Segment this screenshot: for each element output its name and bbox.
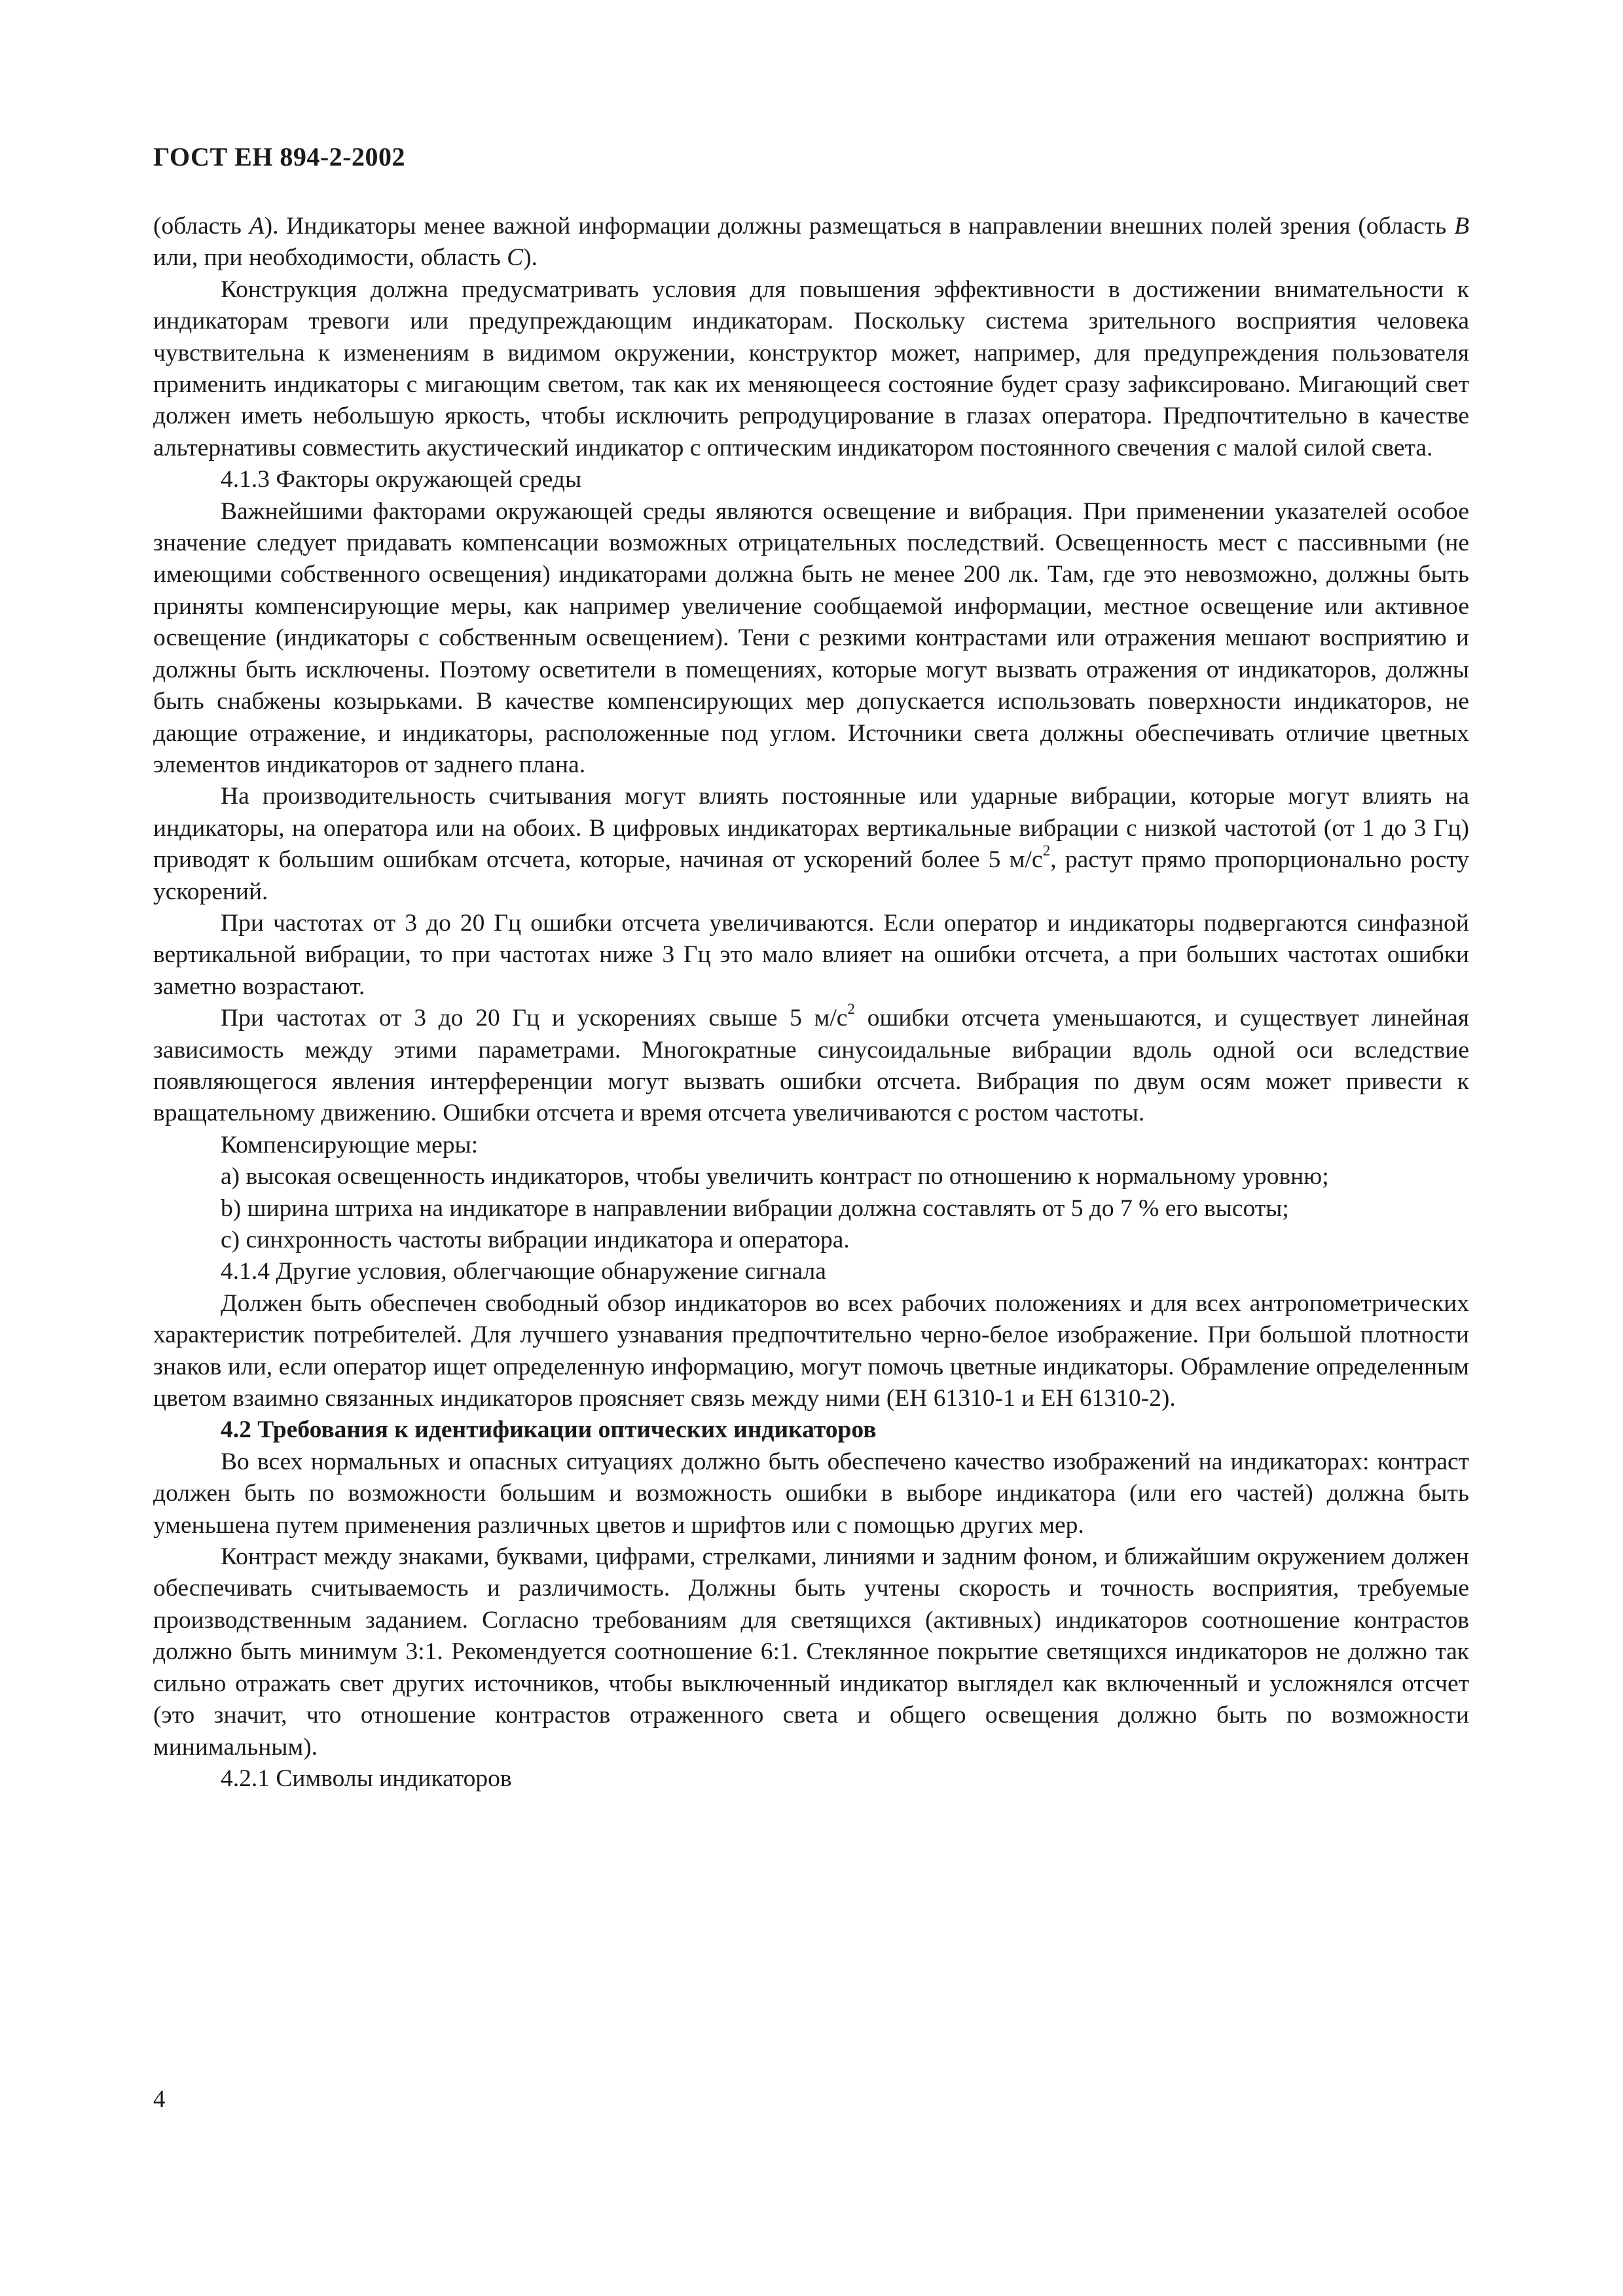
document-body: [153, 211, 1469, 1795]
list-item-a: а) высокая освещенность индикаторов, чтобы увеличить контраст по отношению к нормальному уровню;: [221, 1163, 1329, 1191]
document-header: ГОСТ ЕН 894-2-2002: [153, 142, 406, 171]
paragraph-contrast: Контраст между знаками, буквами, цифрами, стрелками, линиями и задним фоном, и ближайшим окружением должен обеспечивать считываемость и различимость. Должны быть учтены скорость и точность восприятия, требуемые производственным заданием. Согласно требованиям для светящихся (активных) индикаторов соотношение контрастов должно быть минимум 3:1. Рекомендуется соотношение 6:1. Стеклянное покрытие светящихся индикаторов не должно так сильно отражать свет других источников, чтобы выключенный индикатор выглядел как включенный и усложнялся отсчет (это значит, что отношение контрастов отраженного света и общего освещения должно быть по возможности минимальным).: [153, 1543, 1469, 1761]
paragraph-vibration-performance: На производительность считывания могут влиять постоянные или ударные вибрации, которые могут влиять на индикаторы, на оператора или на обоих. В цифровых индикаторах вертикальные вибрации с низкой частотой (от 1 до 3 Гц) приводят к большим ошибкам отсчета, которые, начиная от ускорений более 5 $м/с^2$, растут прямо пропорционально росту ускорений.: [153, 783, 1469, 905]
paragraph-design-attention: Конструкция должна предусматривать условия для повышения эффективности в достижении внимательности к индикаторам тревоги или предупреждающим индикаторам. Поскольку система зрительного восприятия человека чувствительна к изменениям в видимом окружении, конструктор может, например, для предупреждения пользователя применить индикаторы с мигающим светом, так как их меняющееся состояние будет сразу зафиксировано. Мигающий свет должен иметь небольшую яркость, чтобы исключить репродуцирование в глазах оператора. Предпочтительно в качестве альтернативы совместить акустический индикатор с оптическим индикатором постоянного свечения с малой силой света.: [153, 276, 1469, 461]
section-heading-4-1-4: 4.1.4 Другие условия, облегчающие обнаружение сигнала: [221, 1258, 826, 1285]
list-item-b: b) ширина штриха на индикаторе в направлении вибрации должна составлять от 5 до 7 % его высоты;: [221, 1194, 1289, 1222]
list-item-c: с) синхронность частоты вибрации индикатора и оператора.: [221, 1227, 850, 1253]
paragraph-free-view: Должен быть обеспечен свободный обзор индикаторов во всех рабочих положениях и для всех антропометрических характеристик потребителей. Для лучшего узнавания предпочтительно черно-белое изображение. При большой плотности знаков или, если оператор ищет определенную информацию, могут помочь цветные индикаторы. Обрамление определенным цветом взаимно связанных индикаторов проясняет связь между ними (ЕН 61310-1 и ЕН 61310-2).: [153, 1289, 1469, 1412]
paragraph-image-quality: Во всех нормальных и опасных ситуациях должно быть обеспечено качество изображений на индикаторах: контраст должен быть по возможности большим и возможность ошибки в выборе индикатора (или его частей) должна быть уменьшена путем применения различных цветов и шрифтов или с помощью других мер.: [153, 1448, 1469, 1539]
paragraph-frequency-3-20: При частотах от 3 до 20 Гц ошибки отсчета увеличиваются. Если оператор и индикаторы подвергаются синфазной вертикальной вибрации, то при частотах ниже 3 Гц это мало влияет на ошибки отсчета, а при больших частотах ошибки заметно возрастают.: [153, 909, 1469, 1000]
paragraph-compensating-measures: Компенсирующие меры:: [221, 1131, 479, 1158]
paragraph-acceleration: При частотах от 3 до 20 Гц и ускорениях свыше 5 $м/с^2$ ошибки отсчета уменьшаются, и существует линейная зависимость между этими параметрами. Многократные синусоидальные вибрации вдоль одной оси вследствие появляющегося явления интерференции могут вызвать ошибки отсчета. Вибрация по двум осям может привести к вращательному движению. Ошибки отсчета и время отсчета увеличиваются с ростом частоты.: [153, 1001, 1469, 1127]
section-heading-4-2: 4.2 Требования к идентификации оптических индикаторов: [221, 1416, 877, 1444]
section-heading-4-2-1: 4.2.1 Символы индикаторов: [221, 1765, 512, 1792]
paragraph-field-areas: (область А). Индикаторы менее важной информации должны размещаться в направлении внешних полей зрения (область В или, при необходимости, область С).: [153, 213, 1469, 272]
paragraph-environment-factors: Важнейшими факторами окружающей среды являются освещение и вибрация. При применении указателей особое значение следует придавать компенсации возможных отрицательных последствий. Освещенность мест с пассивными (не имеющими собственного освещения) индикаторами должна быть не менее 200 лк. Там, где это невозможно, должны быть приняты компенсирующие меры, как например увеличение сообщаемой информации, местное освещение или активное освещение (индикаторы с собственным освещением). Тени с резкими контрастами или отражения мешают восприятию и должны быть исключены. Поэтому осветители в помещениях, которые могут вызвать отражения от индикаторов, должны быть снабжены козырьками. В качестве компенсирующих мер допускается использовать поверхности индикаторов, не дающие отражение, и индикаторы, расположенные под углом. Источники света должны обеспечивать отличие цветных элементов индикаторов от заднего плана.: [153, 497, 1469, 778]
page-number: 4: [153, 2086, 166, 2113]
section-heading-4-1-3: 4.1.3 Факторы окружающей среды: [221, 466, 582, 493]
